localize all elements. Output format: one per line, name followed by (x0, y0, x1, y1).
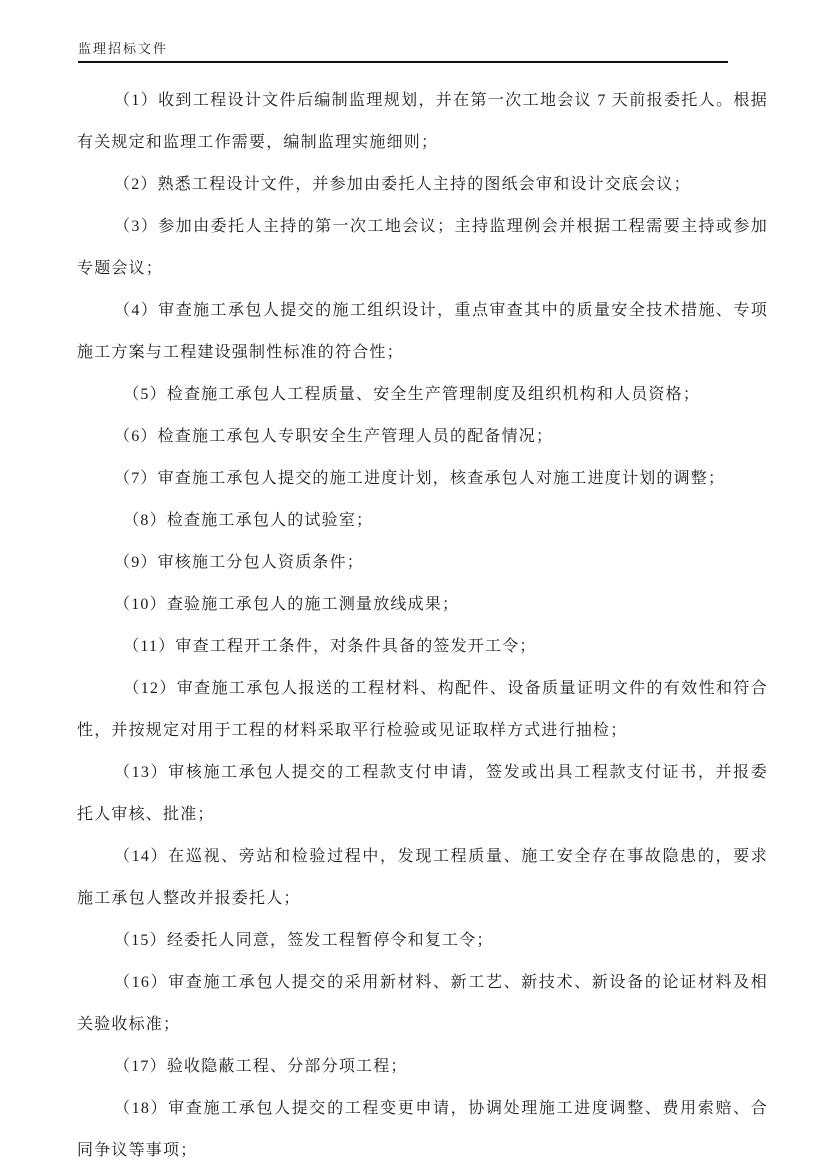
item-number: （10） (114, 596, 167, 613)
item-text: 审查施工承包人提交的施工进度计划，核查承包人对施工进度计划的调整； (157, 470, 726, 487)
item-text: 检查施工承包人专职安全生产管理人员的配备情况； (157, 428, 554, 445)
item-number: （17） (114, 1058, 167, 1075)
list-item-11 (77, 626, 768, 668)
list-item-1 (77, 80, 768, 164)
list-item-17 (77, 1046, 768, 1088)
item-number: （12） (114, 680, 177, 697)
item-number: （5） (114, 386, 167, 403)
list-item-10 (77, 584, 768, 626)
item-text: 审查施工承包人提交的工程变更申请，协调处理施工进度调整、费用索赔、合同争议等事项； (77, 1100, 768, 1159)
item-text: 收到工程设计文件后编制监理规划，并在第一次工地会议 7 天前报委托人。根据有关规定和监理工作需要，编制监理实施细则； (77, 92, 768, 151)
item-number: （11） (114, 638, 176, 655)
item-text: 熟悉工程设计文件，并参加由委托人主持的图纸会审和设计交底会议； (157, 176, 691, 193)
list-item-4 (77, 290, 768, 374)
item-text: 查验施工承包人的施工测量放线成果； (166, 596, 460, 613)
list-item-9 (77, 542, 768, 584)
list-item-6 (77, 416, 768, 458)
item-number: （9） (114, 554, 158, 571)
item-text: 审查施工承包人提交的采用新材料、新工艺、新技术、新设备的论证材料及相关验收标准； (77, 974, 768, 1033)
list-item-8 (77, 500, 768, 542)
item-number: （14） (114, 848, 169, 865)
header-title: 监理招标文件 (78, 41, 169, 56)
item-text: 检查施工承包人的试验室； (166, 512, 374, 529)
list-item-7 (77, 458, 768, 500)
list-item-13 (77, 752, 768, 836)
list-item-2 (77, 164, 768, 206)
item-number: （8） (114, 512, 167, 529)
item-number: （16） (114, 974, 169, 991)
item-number: （4） (114, 302, 159, 319)
item-number: （15） (114, 932, 167, 949)
item-number: （6） (114, 428, 158, 445)
item-text: 经委托人同意，签发工程暂停令和复工令； (166, 932, 494, 949)
list-item-5 (77, 374, 768, 416)
item-number: （2） (114, 176, 158, 193)
item-text: 审查工程开工条件，对条件具备的签发开工令； (175, 638, 537, 655)
item-number: （1） (114, 92, 159, 109)
document-body (77, 80, 768, 1169)
list-item-3 (77, 206, 768, 290)
item-number: （13） (114, 764, 169, 781)
list-item-16 (77, 962, 768, 1046)
list-item-18 (77, 1088, 768, 1169)
list-item-12 (77, 668, 768, 752)
item-number: （3） (114, 218, 159, 235)
header-rule-divider (78, 61, 728, 63)
list-item-14 (77, 836, 768, 920)
item-text: 审查施工承包人报送的工程材料、构配件、设备质量证明文件的有效性和符合性，并按规定对用于工程的材料采取平行检验或见证取样方式进行抽检； (77, 680, 768, 739)
item-text: 检查施工承包人工程质量、安全生产管理制度及组织机构和人员资格； (166, 386, 701, 403)
item-text: 参加由委托人主持的第一次工地会议；主持监理例会并根据工程需要主持或参加专题会议； (77, 218, 768, 277)
item-text: 审核施工分包人资质条件； (157, 554, 365, 571)
list-item-15 (77, 920, 768, 962)
item-text: 验收隐蔽工程、分部分项工程； (166, 1058, 408, 1075)
item-number: （7） (114, 470, 158, 487)
page-header (78, 38, 728, 63)
item-text: 在巡视、旁站和检验过程中，发现工程质量、施工安全存在事故隐患的，要求施工承包人整改并报委托人； (77, 848, 768, 907)
item-number: （18） (114, 1100, 169, 1117)
item-text: 审核施工承包人提交的工程款支付申请，签发或出具工程款支付证书，并报委托人审核、批准； (77, 764, 768, 823)
item-text: 审查施工承包人提交的施工组织设计，重点审查其中的质量安全技术措施、专项施工方案与工程建设强制性标准的符合性； (77, 302, 768, 361)
